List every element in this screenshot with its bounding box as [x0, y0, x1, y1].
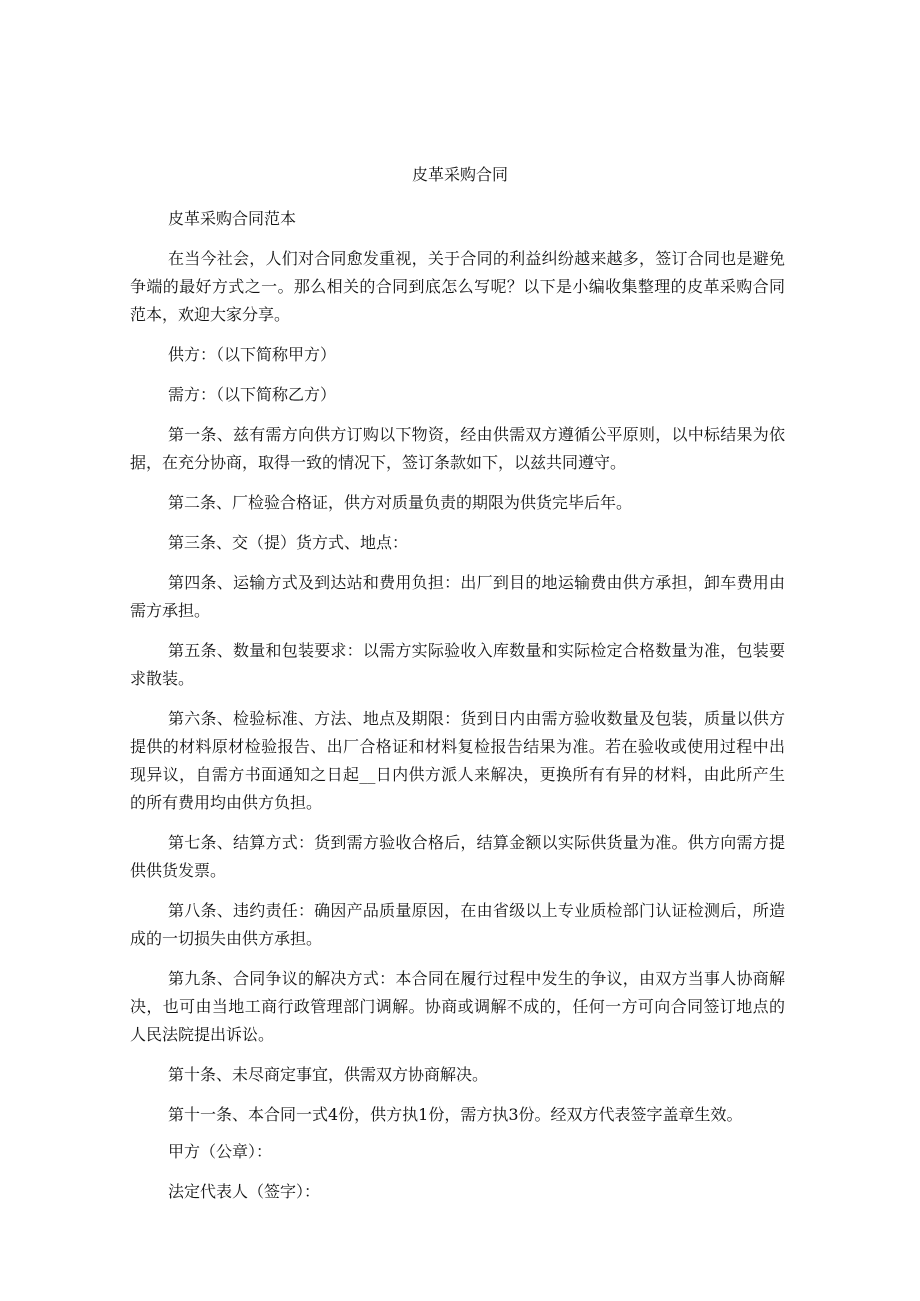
paragraph-article-4: 第四条、运输方式及到达站和费用负担：出厂到目的地运输费由供方承担，卸车费用由需方承担。 — [130, 573, 785, 620]
paragraph-legal-representative: 法定代表人（签字）： — [168, 1182, 321, 1201]
paragraph-article-6: 第六条、检验标准、方法、地点及期限：货到日内由需方验收数量及包装，质量以供方提供的材料原材检验报告、出厂合格证和材料复检报告结果为准。若在验收或使用过程中出现异议，自需方书面通知之日起__日内供方派人来解决，更换所有有异的材料，由此所产生的所有费用均由供方负担。 — [130, 709, 785, 812]
paragraph-supplier: 供方：（以下简称甲方） — [168, 345, 337, 364]
paragraph-article-3: 第三条、交（提）货方式、地点： — [168, 533, 409, 552]
paragraph-article-5: 第五条、数量和包装要求：以需方实际验收入库数量和实际检定合格数量为准，包装要求散装。 — [130, 641, 785, 688]
paragraph-intro: 在当今社会，人们对合同愈发重视，关于合同的利益纠纷越来越多，签订合同也是避免争端的最好方式之一。那么相关的合同到底怎么写呢？以下是小编收集整理的皮革采购合同范本，欢迎大家分享。 — [130, 249, 785, 324]
paragraph-article-10: 第十条、未尽商定事宜，供需双方协商解决。 — [168, 1065, 489, 1084]
paragraph-article-1: 第一条、兹有需方向供方订购以下物资，经由供需双方遵循公平原则，以中标结果为依据，在充分协商，取得一致的情况下，签订条款如下，以兹共同遵守。 — [130, 425, 785, 472]
paragraph-buyer: 需方：（以下简称乙方） — [168, 385, 337, 404]
document-title: 皮革采购合同 — [411, 165, 508, 184]
paragraph-party-a-seal: 甲方（公章）： — [168, 1142, 273, 1161]
paragraph-subtitle: 皮革采购合同范本 — [168, 209, 297, 228]
paragraph-article-9: 第九条、合同争议的解决方式：本合同在履行过程中发生的争议，由双方当事人协商解决，也可由当地工商行政管理部门调解。协商或调解不成的，任何一方可向合同签订地点的人民法院提出诉讼。 — [130, 969, 785, 1044]
paragraph-article-2: 第二条、厂检验合格证，供方对质量负责的期限为供货完毕后年。 — [168, 493, 633, 512]
paragraph-article-11: 第十一条、本合同一式4份，供方执1份，需方执3份。经双方代表签字盖章生效。 — [168, 1105, 743, 1124]
paragraph-article-8: 第八条、违约责任：确因产品质量原因，在由省级以上专业质检部门认证检测后，所造成的一切损失由供方承担。 — [130, 901, 785, 948]
document-body — [130, 205, 785, 1218]
paragraph-article-7: 第七条、结算方式：货到需方验收合格后，结算金额以实际供货量为准。供方向需方提供供货发票。 — [130, 833, 785, 880]
